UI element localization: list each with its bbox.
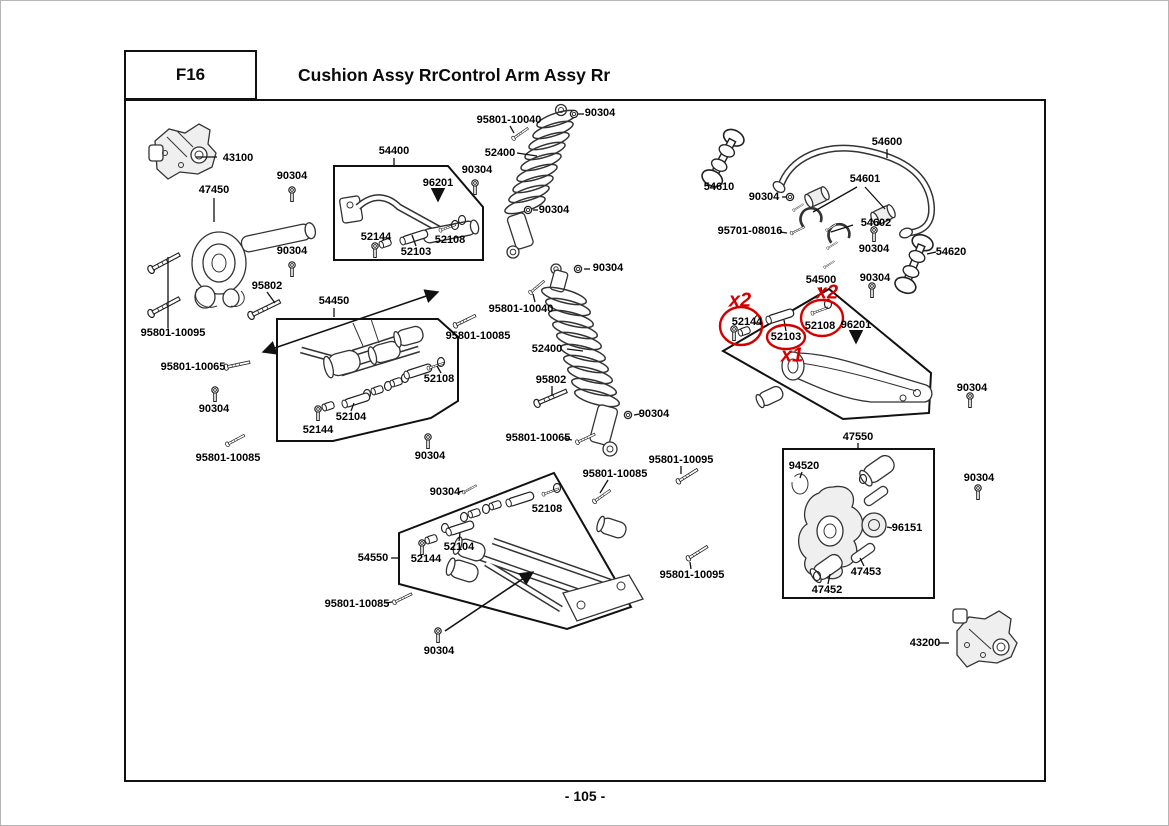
caliper-43100-drawing (149, 124, 216, 179)
part-label: 95801-10065 (505, 432, 571, 444)
part-label: 90304 (748, 191, 780, 203)
part-label: 52144 (410, 553, 442, 565)
part-label: 95801-10095 (648, 454, 714, 466)
part-label: 52104 (443, 541, 475, 553)
figure-code: F16 (175, 65, 206, 84)
part-label: 54610 (703, 181, 735, 193)
part-label: 47450 (198, 184, 230, 196)
part-label: 95802 (535, 374, 567, 386)
part-label: 95801-10065 (160, 361, 226, 373)
part-label: 52103 (400, 246, 432, 258)
part-label: 90304 (592, 262, 624, 274)
part-label: 52400 (531, 343, 563, 355)
part-label: 52103 (770, 331, 802, 343)
part-label: 95801-10085 (195, 452, 261, 464)
part-label: 52144 (731, 316, 763, 328)
part-label: 47453 (850, 566, 882, 578)
part-label: 95801-10085 (582, 468, 648, 480)
part-label: 90304 (584, 107, 616, 119)
knuckle-47450-drawing (192, 222, 317, 308)
arm-54550-drawing (419, 484, 643, 622)
part-label: 90304 (956, 382, 988, 394)
stabilizer-clamps-54602-drawing (798, 206, 851, 243)
part-label: 95701-08016 (717, 225, 783, 237)
subframe-54450-drawing (301, 319, 445, 421)
part-label: 90304 (198, 403, 230, 415)
part-label: 54500 (805, 274, 837, 286)
quantity-annotation: x2 (728, 289, 752, 312)
quantity-annotation: x1 (780, 344, 804, 367)
part-label: 43100 (222, 152, 254, 164)
part-label: 52108 (423, 373, 455, 385)
part-label: 52108 (804, 320, 836, 332)
part-label: 95801-10085 (324, 598, 390, 610)
diagram-artwork (1, 1, 1169, 826)
part-label: 52104 (335, 411, 367, 423)
stabilizer-link-54620-drawing (893, 232, 936, 296)
part-label: 47550 (842, 431, 874, 443)
part-label: 95801-10095 (659, 569, 725, 581)
part-label: 96151 (891, 522, 923, 534)
part-label: 54550 (357, 552, 389, 564)
part-label: 96201 (422, 177, 454, 189)
page-number: - 105 - (564, 788, 606, 804)
part-label: 52108 (531, 503, 563, 515)
part-label: 95801-10095 (140, 327, 206, 339)
part-label: 95801-10040 (488, 303, 554, 315)
page-title: Cushion Assy RrControl Arm Assy Rr (298, 65, 611, 85)
part-label: 90304 (276, 170, 308, 182)
part-label: 54450 (318, 295, 350, 307)
part-label: 90304 (858, 243, 890, 255)
arm-54400-drawing (339, 196, 480, 258)
part-label: 54620 (935, 246, 967, 258)
part-label: 52144 (360, 231, 392, 243)
part-label: 54400 (378, 145, 410, 157)
part-label: 52108 (434, 234, 466, 246)
part-label: 54600 (871, 136, 903, 148)
quantity-annotation: x2 (815, 281, 839, 304)
part-label: 52144 (302, 424, 334, 436)
red-circle-52108 (801, 300, 843, 336)
part-label: 90304 (859, 272, 891, 284)
part-label: 95802 (251, 280, 283, 292)
part-label: 90304 (461, 164, 493, 176)
knuckle-47550-drawing (792, 452, 897, 584)
part-label: 90304 (423, 645, 455, 657)
part-label: 90304 (538, 204, 570, 216)
stabilizer-link-54610-drawing (699, 126, 747, 190)
part-label: 47452 (811, 584, 843, 596)
part-label: 95801-10085 (445, 330, 511, 342)
part-label: 52400 (484, 147, 516, 159)
part-label: 54601 (849, 173, 881, 185)
part-label: 43200 (909, 637, 941, 649)
part-label: 90304 (638, 408, 670, 420)
shock-absorber-top-drawing (503, 105, 579, 259)
part-label: 95801-10040 (476, 114, 542, 126)
part-label: 96201 (840, 319, 872, 331)
caliper-43200-drawing (953, 609, 1017, 667)
arm-54500-drawing (731, 300, 932, 409)
shock-absorber-mid-drawing (540, 264, 621, 456)
part-label: 90304 (276, 245, 308, 257)
red-circle-52144 (720, 307, 762, 345)
part-label: 90304 (414, 450, 446, 462)
part-label: 94520 (788, 460, 820, 472)
part-label: 90304 (963, 472, 995, 484)
part-label: 90304 (429, 486, 461, 498)
part-label: 54602 (860, 217, 892, 229)
